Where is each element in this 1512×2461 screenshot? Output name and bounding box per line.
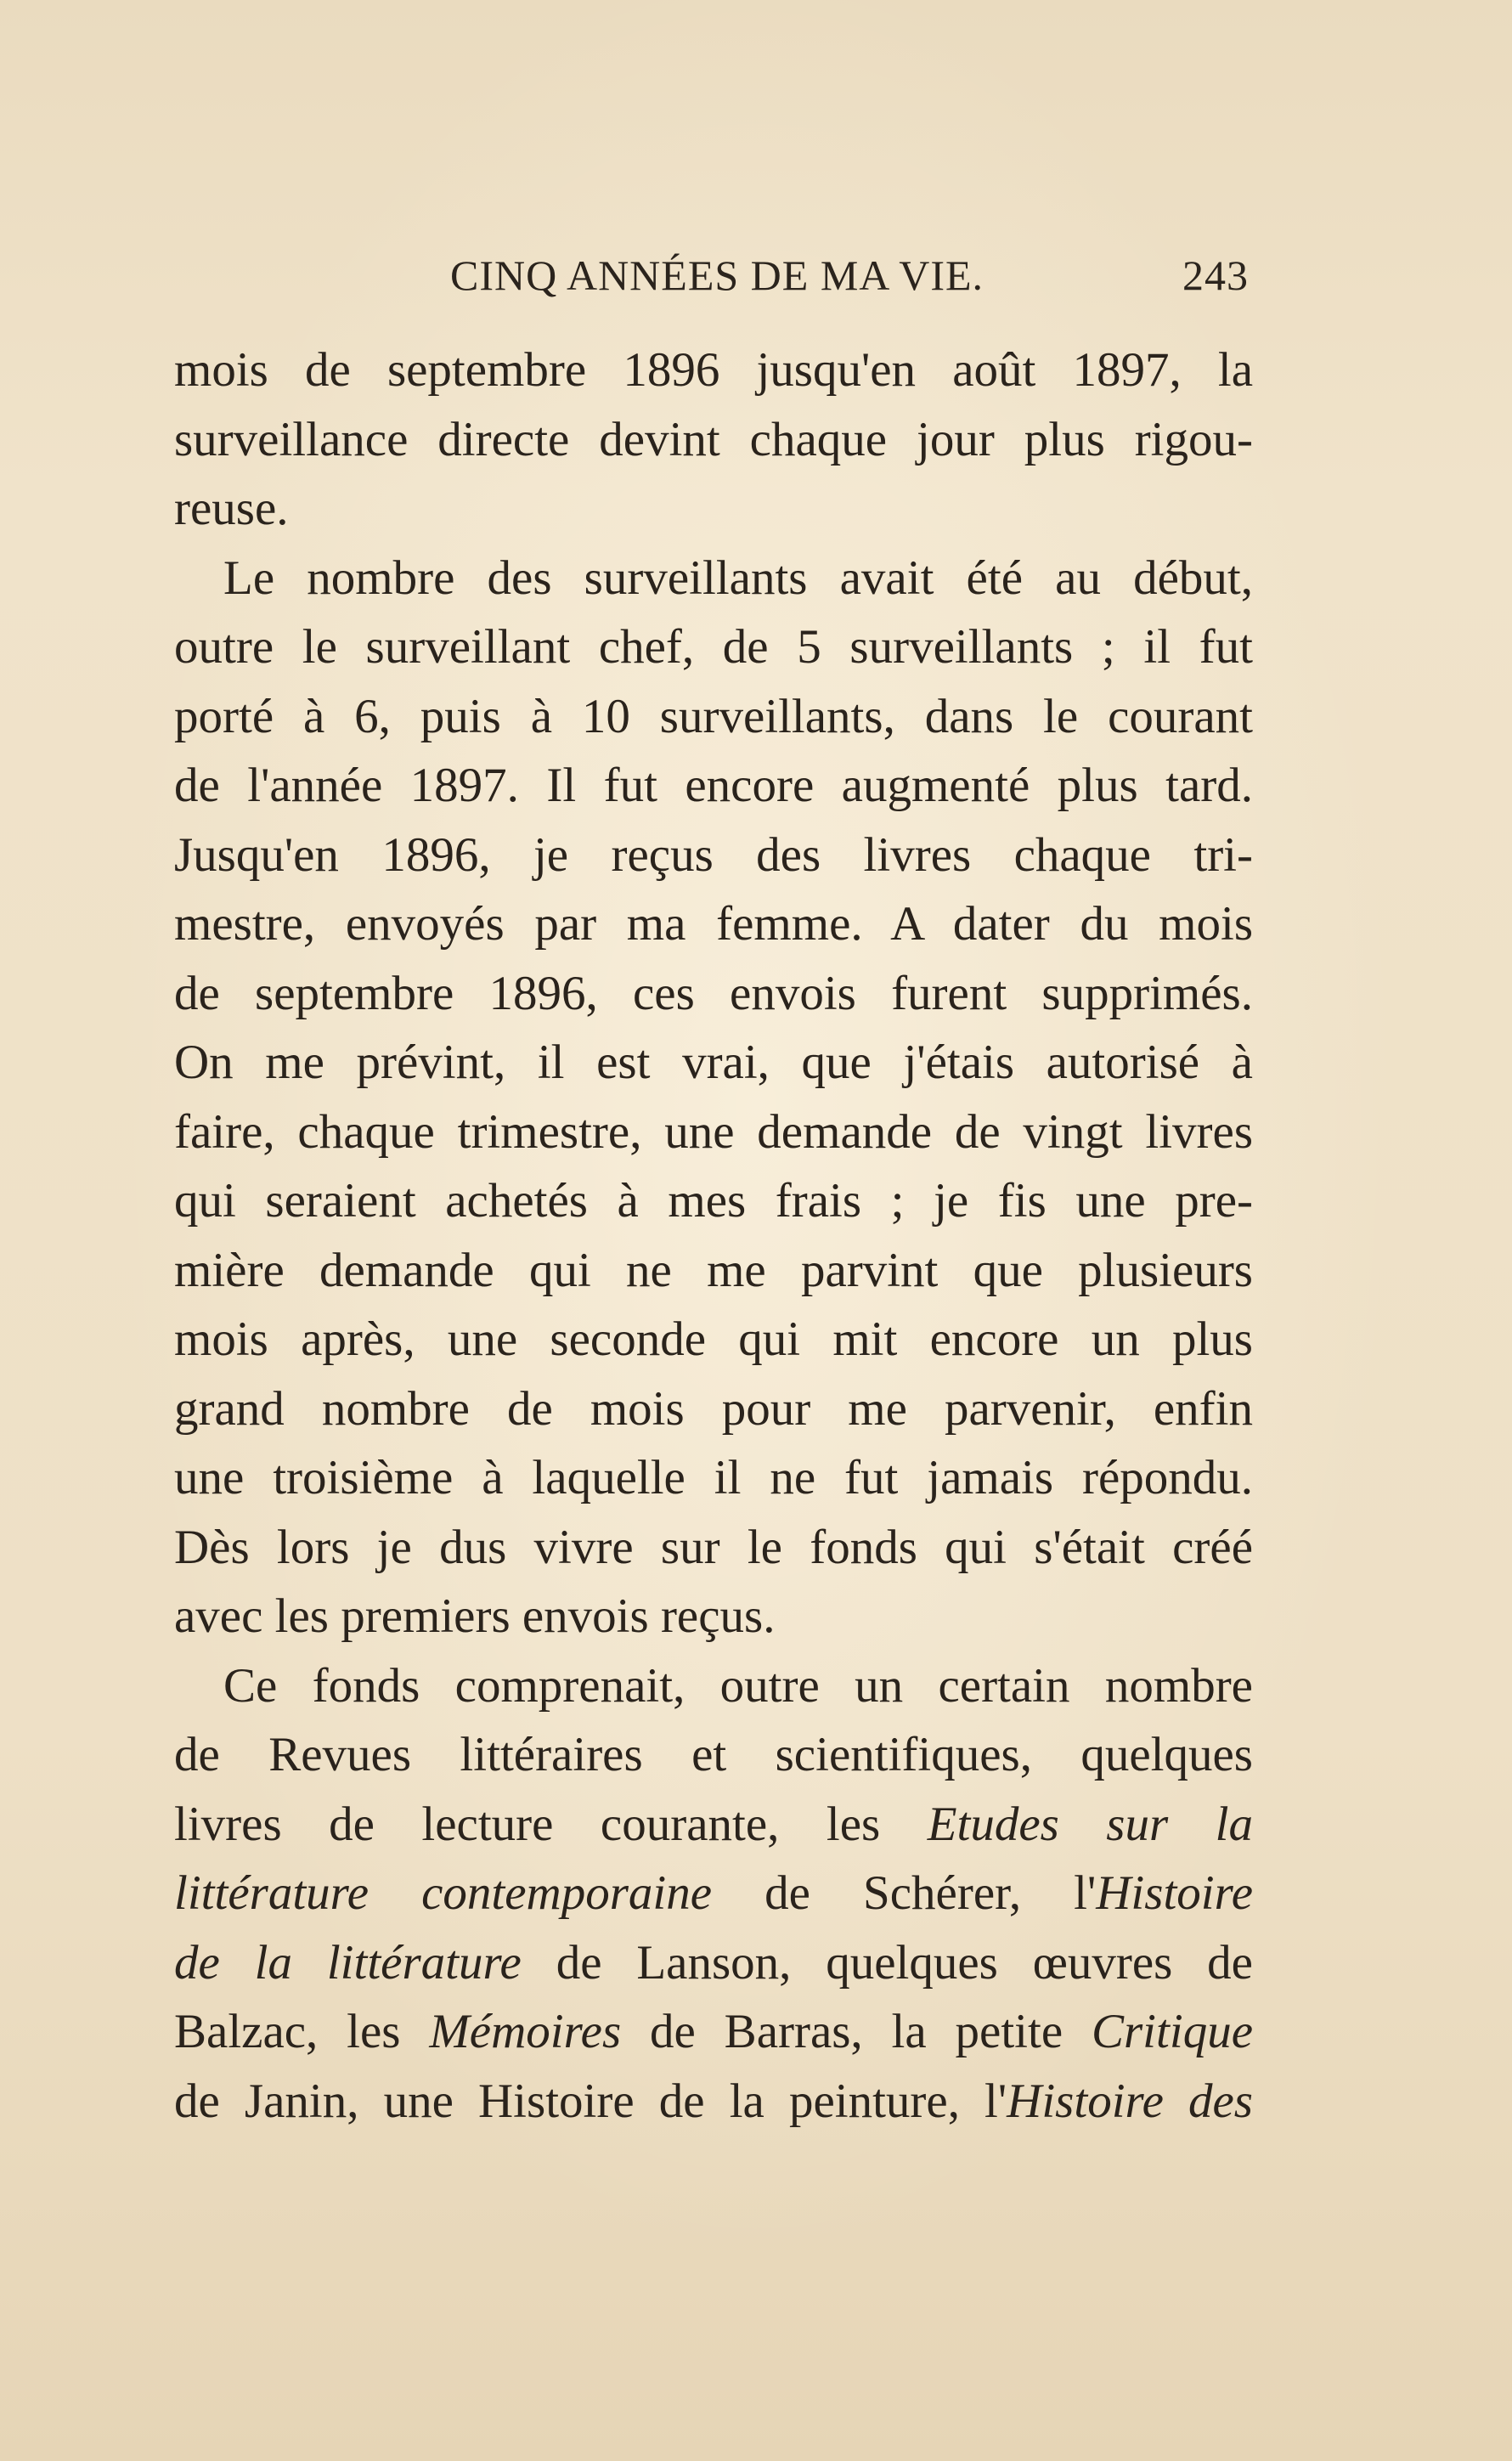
text-line: Jusqu'en 1896, je reçus des livres chaque tri- bbox=[174, 827, 1253, 882]
text-line: mestre, envoyés par ma femme. A dater du mois bbox=[174, 897, 1253, 951]
text-line: Ce fonds comprenait, outre un certain nombre bbox=[223, 1658, 1253, 1713]
text-line: Dès lors je dus vivre sur le fonds qui s'était créé bbox=[174, 1520, 1253, 1574]
text-line: de la littérature de Lanson, quelques œuvres de bbox=[174, 1935, 1253, 1990]
text-line: mois de septembre 1896 jusqu'en août 1897, la bbox=[174, 343, 1253, 397]
text-line: Le nombre des surveillants avait été au début, bbox=[223, 550, 1253, 605]
body-text bbox=[174, 336, 1253, 2136]
text-line: de Revues littéraires et scientifiques, quelques bbox=[174, 1728, 1253, 1781]
text-line: une troisième à laquelle il ne fut jamais répondu. bbox=[174, 1451, 1253, 1504]
text-line: mois après, une seconde qui mit encore un plus bbox=[174, 1312, 1253, 1366]
italic-title: Mémoires bbox=[429, 2005, 622, 2058]
text-line: outre le surveillant chef, de 5 surveillants ; il fut bbox=[174, 620, 1253, 674]
paragraph-3 bbox=[174, 1651, 1253, 2136]
page-number: 243 bbox=[1182, 251, 1249, 299]
text-line: qui seraient achetés à mes frais ; je fis une pre- bbox=[174, 1174, 1253, 1228]
text-line: de l'année 1897. Il fut encore augmenté plus tard. bbox=[174, 759, 1253, 812]
text-line: On me prévint, il est vrai, que j'étais autorisé à bbox=[174, 1036, 1253, 1089]
text-line: grand nombre de mois pour me parvenir, enfin bbox=[174, 1381, 1253, 1436]
italic-title: Histoire bbox=[1096, 1866, 1253, 1920]
text-line: livres de lecture courante, les Etudes sur la bbox=[174, 1797, 1253, 1851]
text-line: Balzac, les Mémoires de Barras, la petite Critique bbox=[174, 2005, 1253, 2058]
text-line: faire, chaque trimestre, une demande de vingt livres bbox=[174, 1104, 1253, 1159]
text-line: avec les premiers envois reçus. bbox=[174, 1589, 776, 1643]
italic-title: littérature contemporaine bbox=[174, 1866, 713, 1920]
running-title: CINQ ANNÉES DE MA VIE. bbox=[450, 251, 984, 299]
text-line: mière demande qui ne me parvint que plusieurs bbox=[174, 1243, 1253, 1297]
text-line: porté à 6, puis à 10 surveillants, dans le courant bbox=[174, 689, 1253, 743]
italic-title: Histoire des bbox=[1007, 2074, 1253, 2128]
text-line: reuse. bbox=[174, 482, 289, 535]
text-line: littérature contemporaine de Schérer, l'Histoire bbox=[174, 1866, 1253, 1920]
paragraph-1 bbox=[174, 336, 1253, 544]
italic-title: de la littérature bbox=[174, 1935, 522, 1990]
paragraph-2 bbox=[174, 544, 1253, 1651]
italic-title: Critique bbox=[1091, 2005, 1253, 2058]
text-line: de Janin, une Histoire de la peinture, l'Histoire des bbox=[174, 2074, 1253, 2128]
page-header bbox=[450, 251, 1249, 310]
italic-title: Etudes sur la bbox=[927, 1797, 1253, 1851]
text-line: de septembre 1896, ces envois furent supprimés. bbox=[174, 966, 1253, 1020]
text-line: surveillance directe devint chaque jour plus rigou- bbox=[174, 412, 1253, 466]
